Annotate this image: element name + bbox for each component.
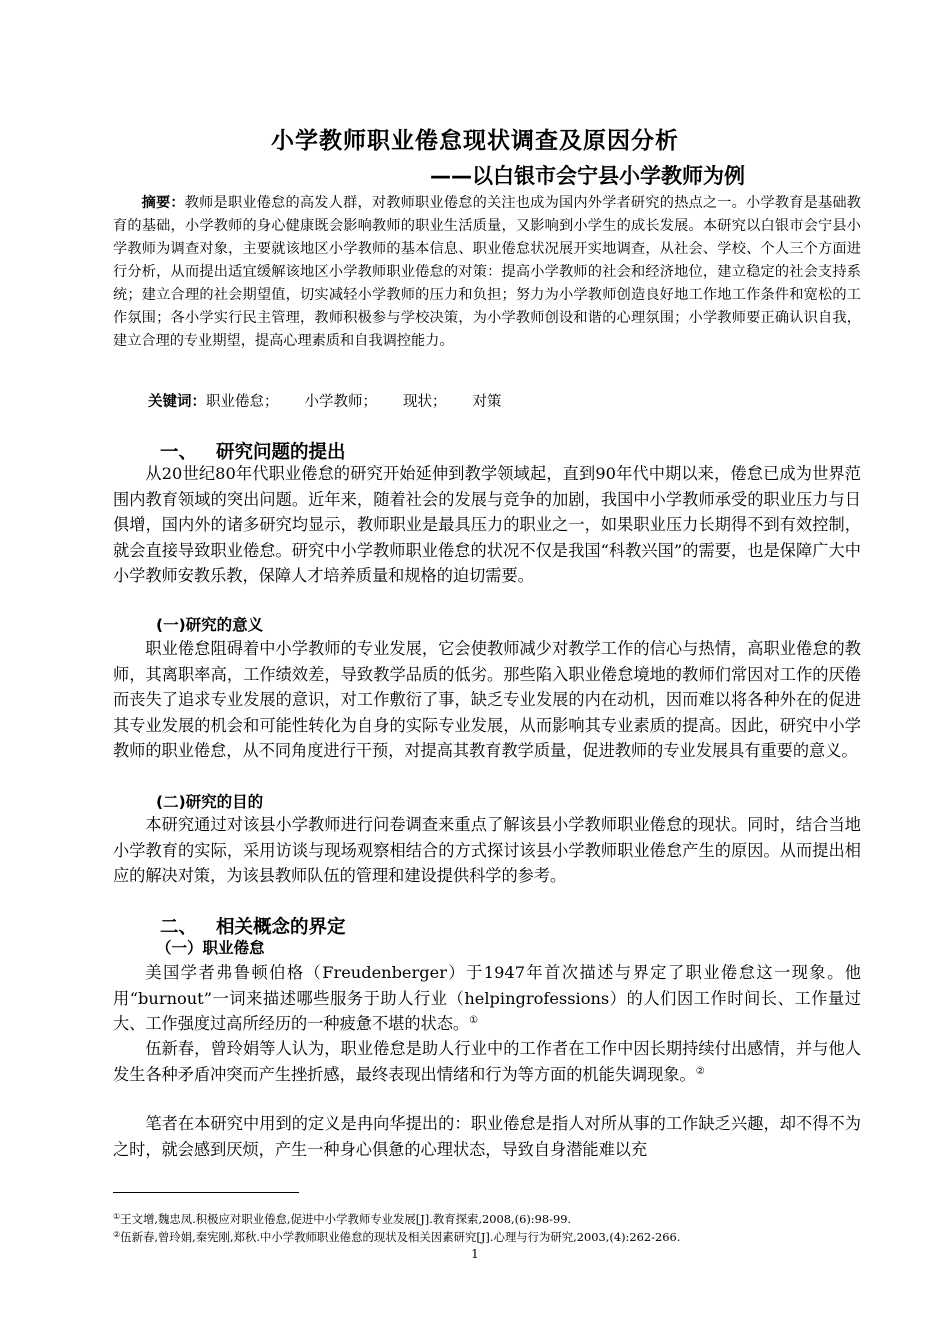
paper-subtitle: ——以白银市会宁县小学教师为例 bbox=[430, 164, 745, 188]
body-paragraph: 本研究通过对该县小学教师进行问卷调查来重点了解该县小学教师职业倦怠的现状。同时，结合当地小学教育的实际，采用访谈与现场观察相结合的方式探讨该县小学教师职业倦怠产生的原因。从而提出相应的解决对策，为该县教师队伍的管理和建设提供科学的参考。 bbox=[113, 815, 861, 886]
keywords bbox=[148, 390, 528, 411]
section-title: 相关概念的界定 bbox=[216, 917, 346, 938]
keyword-item: 对策 bbox=[472, 394, 502, 410]
abstract bbox=[113, 192, 861, 353]
section-title: 研究问题的提出 bbox=[216, 442, 346, 463]
subsection-heading: （一）职业倦怠 bbox=[156, 939, 265, 957]
body-paragraph bbox=[113, 960, 861, 1037]
paper-title: 小学教师职业倦怠现状调查及原因分析 bbox=[271, 128, 679, 154]
abstract-label: 摘要： bbox=[141, 195, 185, 211]
body-paragraph: 职业倦怠阻碍着中小学教师的专业发展，它会使教师减少对教学工作的信心与热情，高职业倦怠的教师，其离职率高，工作绩效差，导致教学品质的低劣。那些陷入职业倦怠境地的教师们常因对工作的厌倦而丧失了追求专业发展的意识，对工作敷衍了事，缺乏专业发展的内在动机，因而难以将各种外在的促进其专业发展的机会和可能性转化为自身的实际专业发展，从而影响其专业素质的提高。因此，研究中小学教师的职业倦怠，从不同角度进行干预，对提高其教育教学质量，促进教师的专业发展具有重要的意义。 bbox=[113, 639, 861, 761]
subsection-heading: (二)研究的目的 bbox=[156, 793, 264, 811]
body-paragraph: 从20世纪80年代职业倦怠的研究开始延伸到教学领域起，直到90年代中期以来，倦怠已成为世界范围内教育领域的突出问题。近年来，随着社会的发展与竞争的加剧，我国中小学教师承受的职业压力与日俱增，国内外的诸多研究均显示，教师职业是最具压力的职业之一，如果职业压力长期得不到有效控制，就会直接导致职业倦怠。研究中小学教师职业倦怠的状况不仅是我国“科教兴国”的需要，也是保障广大中小学教师安教乐教，保障人才培养质量和规格的迫切需要。 bbox=[113, 464, 861, 586]
footnote-mark: ② bbox=[113, 1230, 121, 1239]
page-number: 1 bbox=[471, 1247, 479, 1261]
footnote-reference: ② bbox=[695, 1065, 705, 1077]
section-number: 二、 bbox=[160, 917, 198, 938]
body-paragraph: 笔者在本研究中用到的定义是冉向华提出的：职业倦怠是指人对所从事的工作缺乏兴趣，却不得不为之时，就会感到厌烦，产生一种身心俱惫的心理状态，导致自身潜能难以充 bbox=[113, 1114, 861, 1159]
paragraph-text: 伍新春，曾玲娟等人认为，职业倦怠是助人行业中的工作者在工作中因长期持续付出感情，并与他人发生各种矛盾冲突而产生挫折感，最终表现出情绪和行为等方面的机能失调现象。 bbox=[113, 1039, 861, 1084]
footnote-text: 王文增,魏忠凤.积极应对职业倦怠,促进中小学教师专业发展[J].教育探索,2008,(6):98-99. bbox=[120, 1212, 572, 1226]
keyword-item: 职业倦怠； bbox=[206, 394, 279, 410]
footnote-reference: ① bbox=[469, 1015, 479, 1027]
section-number: 一、 bbox=[160, 442, 198, 463]
footnote bbox=[113, 1211, 571, 1227]
keyword-item: 现状； bbox=[403, 394, 447, 410]
keyword-item: 小学教师； bbox=[304, 394, 377, 410]
footnote-text: 伍新春,曾玲娟,秦宪刚,郑秋.中小学教师职业倦怠的现状及相关因素研究[J].心理与行为研究,2003,(4):262-266. bbox=[120, 1230, 681, 1244]
paragraph-text: 美国学者弗鲁顿伯格（Freudenberger）于1947年首次描述与界定了职业倦怠这一现象。他用“burnout”一词来描述哪些服务于助人行业（helpingrofessions）的人们因工作时间长、工作量过大、工作强度过高所经历的一种疲惫不堪的状态。 bbox=[113, 963, 861, 1034]
subsection-heading: (一)研究的意义 bbox=[156, 616, 264, 634]
footnote-mark: ① bbox=[113, 1212, 121, 1221]
footnote-divider bbox=[113, 1192, 299, 1193]
body-paragraph bbox=[113, 1036, 861, 1087]
abstract-text: 教师是职业倦怠的高发人群，对教师职业倦怠的关注也成为国内外学者研究的热点之一。小学教育是基础教育的基础，小学教师的身心健康既会影响教师的职业生活质量，又影响到小学生的成长发展。本研究以白银市会宁县小学教师为调查对象，主要就该地区小学教师的基本信息、职业倦怠状况展开实地调查，从社会、学校、个人三个方面进行分析，从而提出适宜缓解该地区小学教师职业倦怠的对策：提高小学教师的社会和经济地位，建立稳定的社会支持系统；建立合理的社会期望值，切实减轻小学教师的压力和负担；努力为小学教师创造良好地工作地工作条件和宽松的工作氛围；各小学实行民主管理，教师积极参与学校决策，为小学教师创设和谐的心理氛围；小学教师要正确认识自我，建立合理的专业期望，提高心理素质和自我调控能力。 bbox=[113, 195, 861, 349]
footnote bbox=[113, 1229, 680, 1245]
keywords-label: 关键词： bbox=[148, 394, 206, 410]
